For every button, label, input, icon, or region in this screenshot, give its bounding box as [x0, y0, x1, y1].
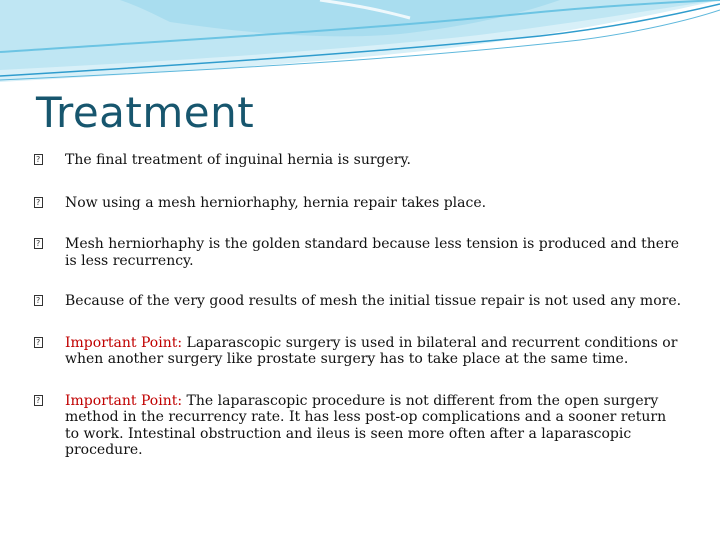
important-point-label: Important Point: [65, 334, 183, 351]
bullet-item [34, 335, 684, 368]
bullet-box-icon [34, 154, 43, 165]
bullet-box-icon [34, 295, 43, 306]
bullet-item [34, 152, 684, 169]
bullet-text: The laparascopic procedure is not different from the open surgery method in the recurrency rate. It has less post-op complications and a sooner return to work. Intestinal obstruction and ileus is seen more often after a laparascopic procedure. [65, 392, 667, 458]
bullet-item [34, 293, 684, 310]
bullet-item [34, 236, 684, 269]
header-wave-decoration [0, 0, 720, 90]
bullet-box-icon [34, 337, 43, 348]
bullet-box-icon [34, 395, 43, 406]
bullet-box-icon [34, 197, 43, 208]
bullet-text: The final treatment of inguinal hernia is surgery. [65, 152, 411, 168]
bullet-text: Laparascopic surgery is used in bilateral and recurrent conditions or when another surgery like prostate surgery has to take place at the same time. [65, 334, 678, 367]
bullet-box-icon [34, 238, 43, 249]
bullet-text: Mesh herniorhaphy is the golden standard because less tension is produced and there is less recurrency. [65, 236, 680, 269]
bullet-text: Now using a mesh herniorhaphy, hernia repair takes place. [65, 194, 487, 211]
important-point-label: Important Point: [65, 392, 183, 409]
slide-title: Treatment [36, 88, 255, 137]
bullet-text: Because of the very good results of mesh the initial tissue repair is not used any more. [65, 293, 682, 309]
bullet-item [34, 195, 684, 212]
bullet-list [34, 152, 684, 459]
bullet-item [34, 393, 684, 459]
